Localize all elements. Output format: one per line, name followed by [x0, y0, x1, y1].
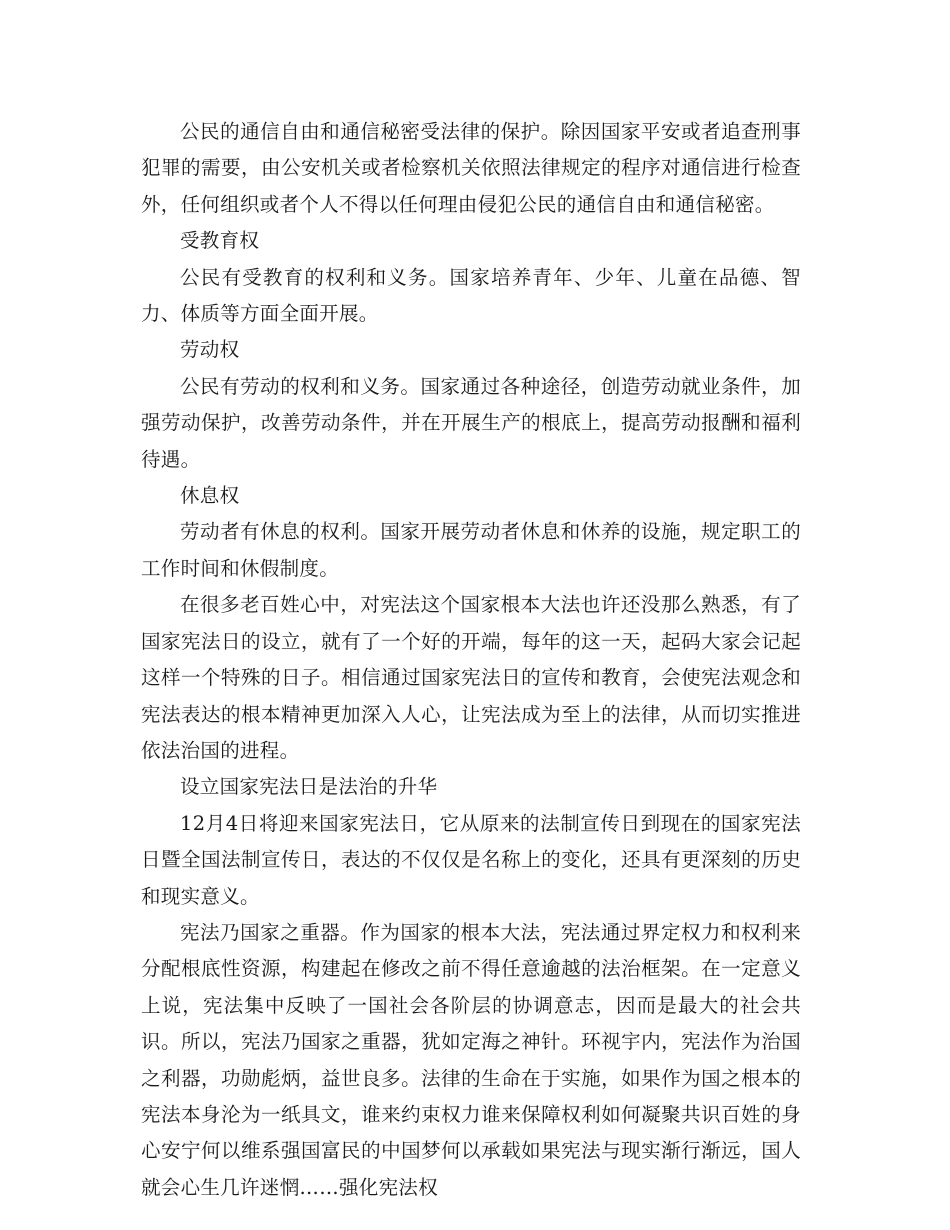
heading-right-to-work: 劳动权: [180, 338, 240, 362]
heading-right-to-education: 受教育权: [180, 229, 260, 253]
paragraph-december-fourth: 12月4日将迎来国家宪法日，它从原来的法制宣传日到现在的国家宪法日暨全国法制宣传日，表达的不仅仅是名称上的变化，还具有更深刻的历史和现实意义。: [141, 811, 801, 908]
paragraph-communication-freedom: 公民的通信自由和通信秘密受法律的保护。除因国家平安或者追查刑事犯罪的需要，由公安机关或者检察机关依照法律规定的程序对通信进行检查外，任何组织或者个人不得以任何理由侵犯公民的通信自由和通信秘密。: [141, 120, 801, 216]
document-body: [141, 114, 801, 1206]
paragraph-education: 公民有受教育的权利和义务。国家培养青年、少年、儿童在品德、智力、体质等方面全面开展。: [141, 265, 801, 326]
heading-right-to-rest: 休息权: [180, 484, 240, 508]
paragraph-work: 公民有劳动的权利和义务。国家通过各种途径，创造劳动就业条件，加强劳动保护，改善劳动条件，并在开展生产的根底上，提高劳动报酬和福利待遇。: [141, 374, 801, 471]
paragraph-constitution-day-awareness: 在很多老百姓心中，对宪法这个国家根本大法也许还没那么熟悉，有了国家宪法日的设立，就有了一个好的开端，每年的这一天，起码大家会记起这样一个特殊的日子。相信通过国家宪法日的宣传和教育，会使宪法观念和宪法表达的根本精神更加深入人心，让宪法成为至上的法律，从而切实推进依法治国的进程。: [141, 593, 801, 762]
paragraph-constitution-importance: 宪法乃国家之重器。作为国家的根本大法，宪法通过界定权力和权利来分配根底性资源，构建起在修改之前不得任意逾越的法治框架。在一定意义上说，宪法集中反映了一国社会各阶层的协调意志，因而是最大的社会共识。所以，宪法乃国家之重器，犹如定海之神针。环视宇内，宪法作为治国之利器，功勋彪炳，益世良多。法律的生命在于实施，如果作为国之根本的宪法本身沦为一纸具文，谁来约束权力谁来保障权利如何凝聚共识百姓的身心安宁何以维系强国富民的中国梦何以承载如果宪法与现实渐行渐远，国人就会心生几许迷惘……强化宪法权: [141, 920, 801, 1199]
heading-constitution-day-significance: 设立国家宪法日是法治的升华: [180, 775, 438, 799]
paragraph-rest: 劳动者有休息的权利。国家开展劳动者休息和休养的设施，规定职工的工作时间和休假制度。: [141, 520, 801, 580]
